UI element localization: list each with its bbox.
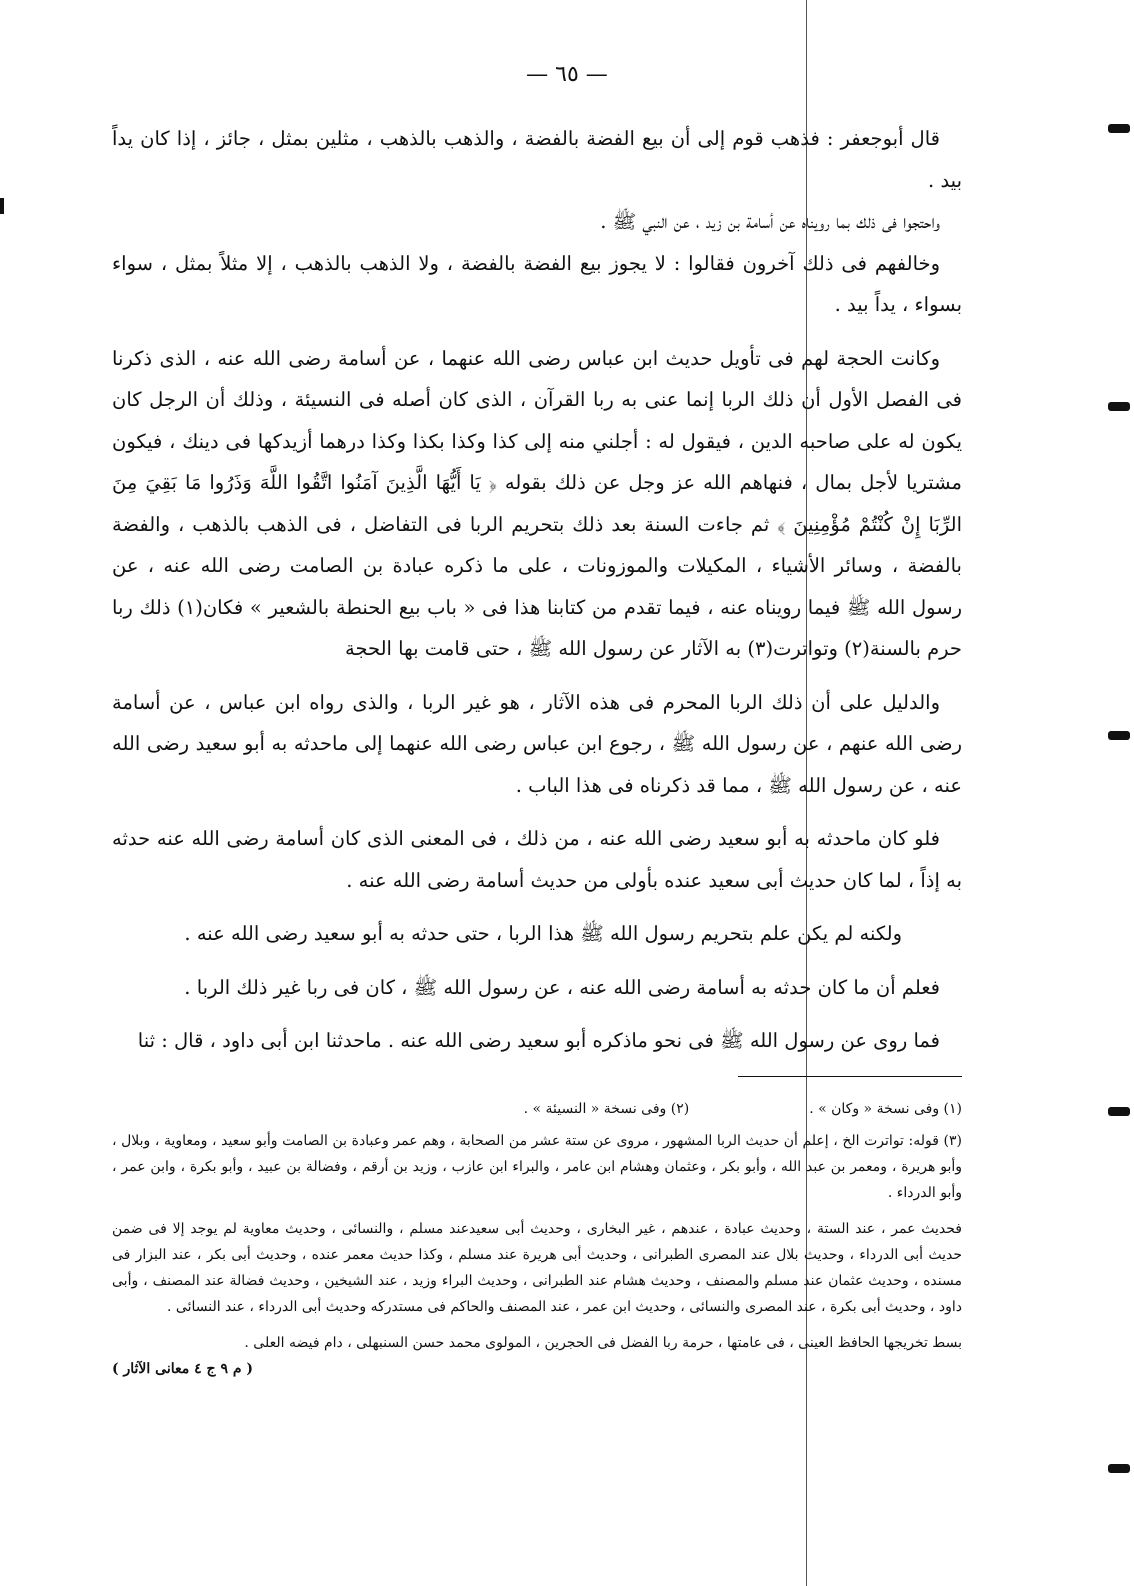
- footnote-separator: [738, 1076, 962, 1077]
- footnote-row: [112, 1096, 962, 1122]
- page-number: — ٦٥ —: [526, 62, 608, 87]
- paragraph: فعلم أن ما كان حدثه به أسامة رضى الله عنه ، عن رسول الله ﷺ ، كان فى ربا غير ذلك الربا .: [184, 975, 940, 999]
- footnote-2: (٢) وفى نسخة « النسيئة » .: [523, 1101, 690, 1117]
- scan-edge-mark: [1108, 402, 1130, 411]
- scan-edge-mark: [1108, 124, 1130, 133]
- footnote-3: (٣) قوله: تواترت الخ ، إعلم أن حديث الربا المشهور ، مروى عن ستة عشر من الصحابة ، وهم عمر وعبادة بن الصامت وأبو سعيد ، ومعاوية ، وبلال ، وأبو هريرة ، ومعمر بن عبد الله ، وأبو بكر ، وعثمان وهشام ابن عامر ، والبراء ابن عازب ، وزيد بن أرقم ، وفضالة بن عبيد ، وأبو بكرة ، وابن عمر ، وأبو الدرداء .: [112, 1133, 962, 1201]
- scan-edge-mark: [1108, 731, 1130, 740]
- scan-edge-mark: [1108, 1107, 1130, 1116]
- paragraph: وكانت الحجة لهم فى تأويل حديث ابن عباس رضى الله عنهما ، عن أسامة رضى الله عنه ، الذى ذكرنا فى الفصل الأول أن ذلك الربا إنما عنى به ربا القرآن ، الذى كان أصله فى النسيئة ، وذلك أن الرجل كان يكون له على صاحبه الدين ، فيقول له : أجلني منه إلى كذا وكذا بكذا وكذا درهما أزيدكها فى دينك ، فيكون مشتريا لأجل بمال ، فنهاهم الله عز وجل عن ذلك بقوله ﴿ يَا أَيُّهَا الَّذِينَ آمَنُوا اتَّقُوا اللَّهَ وَذَرُوا مَا بَقِيَ مِنَ الرِّبَا إِنْ كُنْتُمْ مُؤْمِنِينَ ﴾ ثم جاءت السنة بعد ذلك بتحريم الربا فى التفاضل ، فى الذهب بالذهب ، والفضة بالفضة ، وسائر الأشياء ، المكيلات والموزونات ، على ما ذكره عبادة بن الصامت رضى الله عنه ، عن رسول الله ﷺ فيما رويناه عنه ، فيما تقدم من كتابنا هذا فى « باب بيع الحنطة بالشعير » فكان(١) ذلك ربا حرم بالسنة(٢) وتواترت(٣) به الآثار عن رسول الله ﷺ ، حتى قامت بها الحجة: [112, 346, 962, 660]
- paragraph: قال أبوجعفر : فذهب قوم إلى أن بيع الفضة بالفضة ، والذهب بالذهب ، مثلين بمثل ، جائز ، إذا كان يداً بيد .: [112, 127, 962, 192]
- footnote-3-continued: فحديث عمر ، عند الستة ، وحديث عبادة ، عندهم ، غير البخارى ، وحديث أبى سعيدعند مسلم ، والنسائى ، وحديث معاوية لم يوجد إلا فى ضمن حديث أبى الدرداء ، وحديث بلال عند المصرى الطبرانى ، وحديث أبى هريرة عند مسلم ، وكذا حديث معمر عنده ، وحديث أبى بكر ، عند البزار فى مسنده ، وحديث عثمان عند مسلم والمصنف ، وحديث هشام عند الطبرانى ، وحديث البراء وزيد ، عند الشيخين ، وحديث فضالة عند المصنف ، وأبى داود ، وحديث أبى بكرة ، عند المصرى والنسائى ، وحديث ابن عمر ، عند المصنف والحاكم فى مستدركه وحديث أبى الدرداء ، عند النسائى .: [112, 1221, 962, 1315]
- paragraph: وخالفهم فى ذلك آخرون فقالوا : لا يجوز بيع الفضة بالفضة ، ولا الذهب بالذهب ، إلا مثلاً بمثل ، سواء بسواء ، يداً بيد .: [112, 251, 962, 316]
- footnote-1: (١) وفى نسخة « وكان » .: [809, 1101, 962, 1117]
- page-source-reference: ( م ٩ ج ٤ معانى الآثار ): [112, 1361, 254, 1377]
- footnotes: [112, 1096, 962, 1382]
- main-text: [112, 118, 962, 1062]
- scan-edge-mark: [0, 198, 4, 214]
- paragraph: ولكنه لم يكن علم بتحريم رسول الله ﷺ هذا الربا ، حتى حدثه به أبو سعيد رضى الله عنه .: [184, 922, 902, 945]
- scan-edge-mark: [1108, 1464, 1130, 1473]
- paragraph: واحتجوا فى ذلك بما رويناه عن أسامة بن زيد ، عن النبي ﷺ .: [600, 210, 940, 233]
- paragraph: فما روى عن رسول الله ﷺ فى نحو ماذكره أبو سعيد رضى الله عنه . ماحدثنا ابن أبى داود ، قال : ثنا: [137, 1029, 940, 1052]
- paragraph: فلو كان ماحدثه به أبو سعيد رضى الله عنه ، من ذلك ، فى المعنى الذى كان أسامة رضى الله عنه حدثه به إذاً ، لما كان حديث أبى سعيد عنده بأولى من حديث أسامة رضى الله عنه .: [112, 827, 962, 892]
- footnote-signature: بسط تخريجها الحافظ العينى ، فى عامتها ، حرمة ربا الفضل فى الحجرين ، المولوى محمد حسن السنبهلى ، دام فيضه العلى .: [244, 1335, 962, 1351]
- paragraph: والدليل على أن ذلك الربا المحرم فى هذه الآثار ، هو غير الربا ، والذى رواه ابن عباس ، عن أسامة رضى الله عنهم ، عن رسول الله ﷺ ، رجوع ابن عباس رضى الله عنهما إلى ماحدثه به أبو سعيد رضى الله عنه ، عن رسول الله ﷺ ، مما قد ذكرناه فى هذا الباب .: [112, 690, 962, 797]
